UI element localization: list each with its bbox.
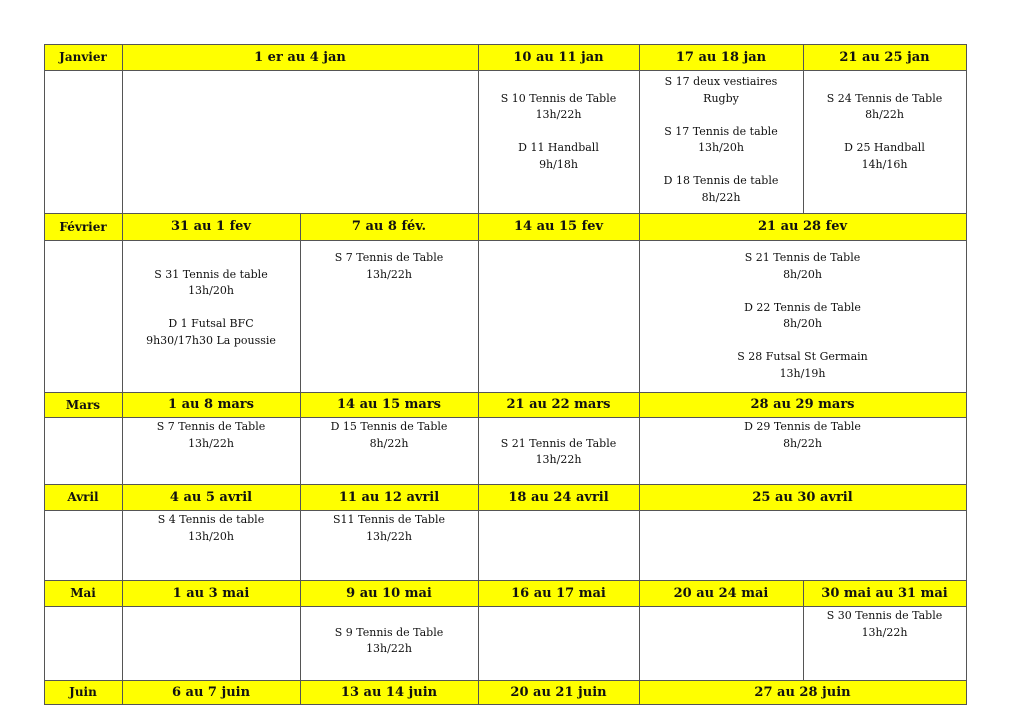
grid-line-horizontal [44,213,967,214]
grid-line-vertical [639,484,640,580]
grid-line-vertical [44,392,45,484]
week-range-header: 21 au 28 fev [639,213,966,240]
event-line: S 30 Tennis de Table [826,609,943,622]
week-range-header: 21 au 25 jan [803,44,966,70]
grid-line-horizontal [44,510,967,511]
event-line: S 7 Tennis de Table [334,251,444,264]
grid-line-vertical [639,680,640,704]
grid-line-horizontal [44,606,967,607]
event-line: S 28 Futsal St Germain [737,350,868,363]
week-range-header: 11 au 12 avril [300,484,478,510]
week-range-header: 31 au 1 fev [122,213,300,240]
week-range-header: 10 au 11 jan [478,44,639,70]
event-cell [478,240,639,392]
event-cell [478,510,639,580]
event-cell [300,510,478,580]
month-label: Janvier [44,44,122,70]
grid-line-vertical [966,680,967,704]
grid-line-vertical [639,44,640,213]
event-line: 13h/22h [535,453,582,466]
grid-line-vertical [966,580,967,680]
event-line: 14h/16h [861,157,908,171]
week-range-header: 20 au 21 juin [478,680,639,704]
month-body-cell [44,70,122,213]
event-cell [803,70,966,213]
grid-line-horizontal [44,680,967,681]
event-line: S 24 Tennis de Table [826,91,943,105]
event-line: D 1 Futsal BFC [168,317,254,330]
event-line: 8h/22h [783,436,822,450]
grid-line-vertical [639,580,640,680]
grid-line-vertical [44,213,45,392]
grid-line-vertical [44,484,45,580]
week-range-header: 6 au 7 juin [122,680,300,704]
event-cell [300,240,478,392]
grid-line-vertical [122,580,123,680]
grid-line-horizontal [44,704,967,705]
week-range-header: 30 mai au 31 mai [803,580,966,606]
event-line: 13h/22h [535,108,582,121]
grid-line-vertical [44,580,45,680]
grid-line-vertical [122,392,123,484]
week-range-header: 9 au 10 mai [300,580,478,606]
grid-line-vertical [122,680,123,704]
grid-line-horizontal [44,240,967,241]
event-line: 13h/22h [861,625,908,639]
week-range-header: 7 au 8 fév. [300,213,478,240]
event-cell [803,606,966,680]
grid-line-vertical [639,392,640,484]
event-cell [478,606,639,680]
grid-line-horizontal [44,417,967,418]
grid-line-horizontal [44,70,967,71]
event-line: D 25 Handball [844,141,925,154]
event-cell [639,606,803,680]
event-line: S 7 Tennis de Table [156,420,266,433]
grid-line-horizontal [44,484,967,485]
grid-line-horizontal [44,392,967,393]
month-label: Février [44,213,122,240]
grid-line-vertical [478,392,479,484]
month-label: Avril [44,484,122,510]
event-cell [122,70,478,213]
grid-line-vertical [803,580,804,680]
event-cell [639,417,966,484]
event-line: 13h/22h [366,642,412,655]
event-cell [639,70,803,213]
event-line: 13h/20h [188,529,234,543]
month-body-cell [44,510,122,580]
grid-line-vertical [300,580,301,680]
event-line: D 15 Tennis de Table [330,420,448,433]
grid-line-vertical [300,392,301,484]
week-range-header: 1 er au 4 jan [122,44,478,70]
week-range-header: 18 au 24 avril [478,484,639,510]
event-line: 13h/20h [188,284,234,297]
event-line: 13h/19h [779,366,826,380]
event-cell [639,510,966,580]
grid-line-vertical [122,44,123,213]
grid-line-vertical [639,213,640,392]
month-body-cell [44,240,122,392]
grid-line-vertical [966,44,967,213]
grid-line-vertical [478,580,479,680]
grid-line-vertical [803,44,804,213]
month-body-cell [44,417,122,484]
event-cell [300,417,478,484]
grid-line-vertical [122,213,123,392]
grid-line-vertical [478,680,479,704]
event-line: 13h/22h [188,436,234,450]
event-line: 9h30/17h30 La poussie [146,333,276,347]
event-line: S 31 Tennis de table [154,267,268,281]
event-line: S 17 deux vestiaires [664,75,778,88]
event-line: 8h/20h [783,317,822,330]
month-label: Mai [44,580,122,606]
grid-line-vertical [122,484,123,580]
event-line: 13h/22h [366,267,412,281]
week-range-header: 4 au 5 avril [122,484,300,510]
grid-line-vertical [478,44,479,213]
week-range-header: 21 au 22 mars [478,392,639,417]
event-line: D 11 Handball [518,141,599,154]
grid-line-vertical [300,484,301,580]
grid-line-vertical [478,213,479,392]
event-line: S 21 Tennis de Table [744,251,861,264]
grid-line-vertical [44,680,45,704]
event-line: D 29 Tennis de Table [744,420,861,433]
month-label: Juin [44,680,122,704]
event-line: S 4 Tennis de table [157,513,265,526]
week-range-header: 20 au 24 mai [639,580,803,606]
grid-line-horizontal [44,44,967,45]
week-range-header: 28 au 29 mars [639,392,966,417]
event-line: Rugby [703,91,739,105]
event-line: S 21 Tennis de Table [500,436,617,450]
month-label: Mars [44,392,122,417]
event-line: 8h/22h [701,190,741,204]
week-range-header: 14 au 15 fev [478,213,639,240]
event-line: D 18 Tennis de table [663,174,779,187]
grid-line-vertical [44,44,45,213]
event-line: S 9 Tennis de Table [334,625,444,639]
week-range-header: 14 au 15 mars [300,392,478,417]
week-range-header: 13 au 14 juin [300,680,478,704]
event-cell [122,417,300,484]
event-line: 9h/18h [539,157,578,171]
week-range-header: 27 au 28 juin [639,680,966,704]
month-body-cell [44,606,122,680]
grid-line-vertical [300,680,301,704]
event-line: 8h/22h [865,108,904,121]
event-line: 13h/22h [366,529,412,543]
event-cell [478,70,639,213]
grid-line-vertical [966,213,967,392]
grid-line-vertical [478,484,479,580]
event-cell [639,240,966,392]
grid-line-vertical [966,484,967,580]
week-range-header: 16 au 17 mai [478,580,639,606]
event-cell [478,417,639,484]
event-cell [122,510,300,580]
week-range-header: 1 au 3 mai [122,580,300,606]
event-cell [122,606,300,680]
event-line: 8h/22h [369,436,409,450]
event-cell [300,606,478,680]
week-range-header: 25 au 30 avril [639,484,966,510]
event-line: 8h/20h [783,267,822,281]
event-line: S 17 Tennis de table [664,124,778,138]
grid-line-vertical [300,213,301,392]
event-line: S11 Tennis de Table [332,513,445,526]
grid-line-vertical [966,392,967,484]
event-line: D 22 Tennis de Table [744,300,861,314]
week-range-header: 17 au 18 jan [639,44,803,70]
event-cell [122,240,300,392]
event-line: S 10 Tennis de Table [500,91,617,105]
week-range-header: 1 au 8 mars [122,392,300,417]
event-line: 13h/20h [698,141,744,154]
grid-line-horizontal [44,580,967,581]
